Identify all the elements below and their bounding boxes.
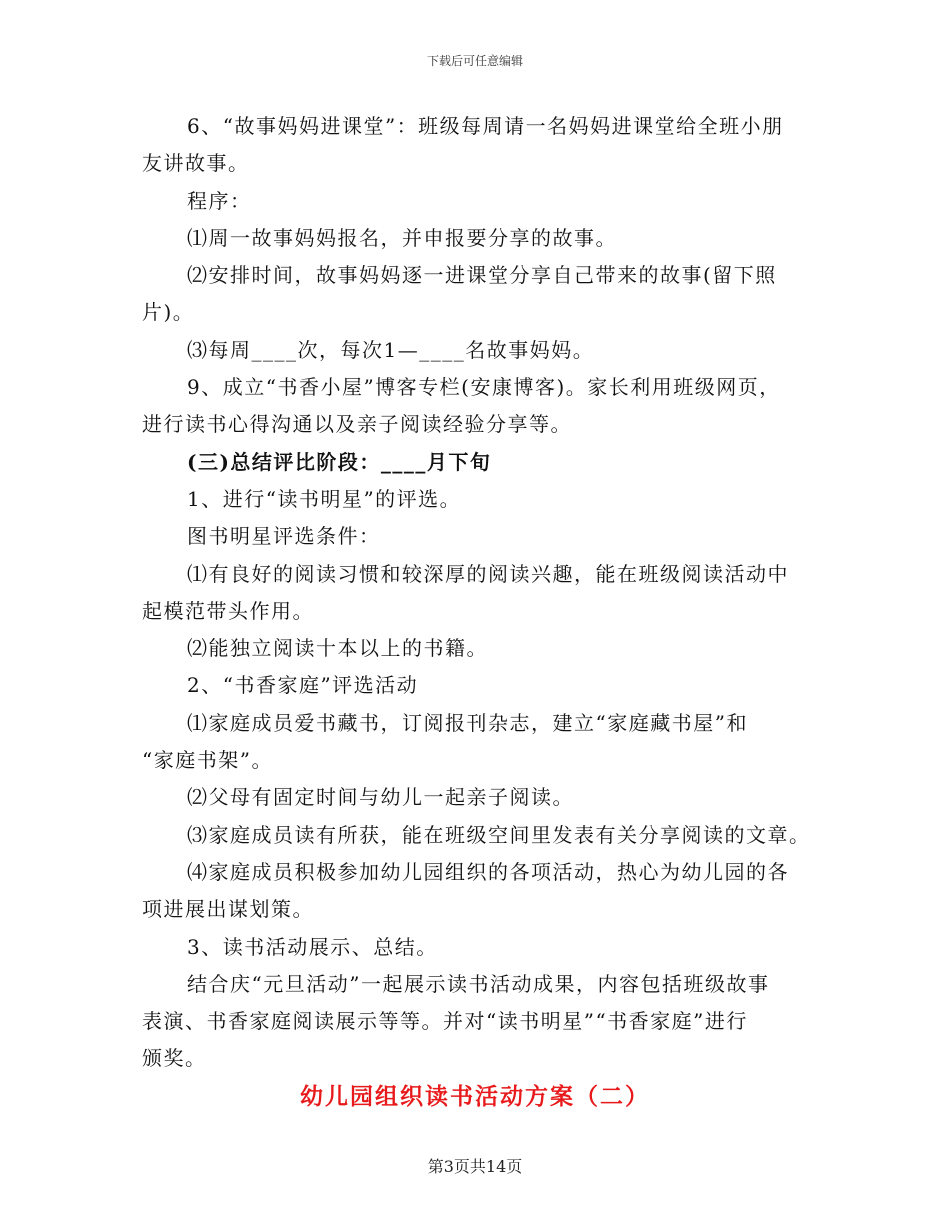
text-line: ⑵父母有固定时间与幼儿一起亲子阅读。	[187, 785, 574, 810]
text-line: 表演、书香家庭阅读展示等等。并对“读书明星”“书香家庭”进行	[142, 1009, 748, 1034]
text-line: ⑵能独立阅读十本以上的书籍。	[187, 636, 488, 661]
page-header: 下载后可任意编辑	[426, 54, 523, 68]
text-line: ⑶家庭成员读有所获，能在班级空间里发表有关分享阅读的文章。	[187, 822, 811, 847]
text-line: 3、读书活动展示、总结。	[187, 934, 438, 959]
text-line: 片)。	[142, 300, 195, 325]
text-line: ⑵安排时间，故事妈妈逐一进课堂分享自己带来的故事(留下照	[187, 263, 777, 288]
text-line: ⑶每周____次，每次1—____名故事妈妈。	[187, 337, 595, 362]
text-line: 2、“书香家庭”评选活动	[187, 673, 419, 698]
text-line: 程序：	[187, 188, 252, 213]
text-line: 6、“故事妈妈进课堂”：班级每周请一名妈妈进课堂给全班小朋	[187, 114, 784, 138]
text-line: 9、成立“书香小屋”博客专栏(安康博客)。家长利用班级网页，	[187, 375, 781, 400]
text-line: ⑴有良好的阅读习惯和较深厚的阅读兴趣，能在班级阅读活动中	[187, 561, 789, 586]
text-line: 图书明星评选条件：	[187, 524, 381, 549]
page-footer: 第3页共14页	[427, 1157, 523, 1176]
text-line: (三)总结评比阶段：____月下旬	[187, 449, 492, 474]
text-line: 进行读书心得沟通以及亲子阅读经验分享等。	[142, 412, 572, 437]
text-line: 结合庆“元旦活动”一起展示读书活动成果，内容包括班级故事	[187, 971, 770, 996]
text-line: 起模范带头作用。	[142, 598, 314, 623]
text-line: 1、进行“读书明星”的评选。	[187, 486, 462, 511]
text-line: 项进展出谋划策。	[142, 897, 314, 922]
section-title: 幼儿园组织读书活动方案（二）	[300, 1083, 650, 1110]
text-line: 友讲故事。	[142, 151, 250, 176]
text-line: ⑴家庭成员爱书藏书，订阅报刊杂志，建立“家庭藏书屋”和	[187, 710, 748, 735]
text-line: ⑷家庭成员积极参加幼儿园组织的各项活动，热心为幼儿园的各	[187, 859, 789, 884]
document-body	[142, 108, 812, 1078]
text-line: 颁奖。	[142, 1046, 207, 1071]
text-line: “家庭书架”。	[142, 748, 273, 773]
text-line: ⑴周一故事妈妈报名，并申报要分享的故事。	[187, 225, 617, 250]
